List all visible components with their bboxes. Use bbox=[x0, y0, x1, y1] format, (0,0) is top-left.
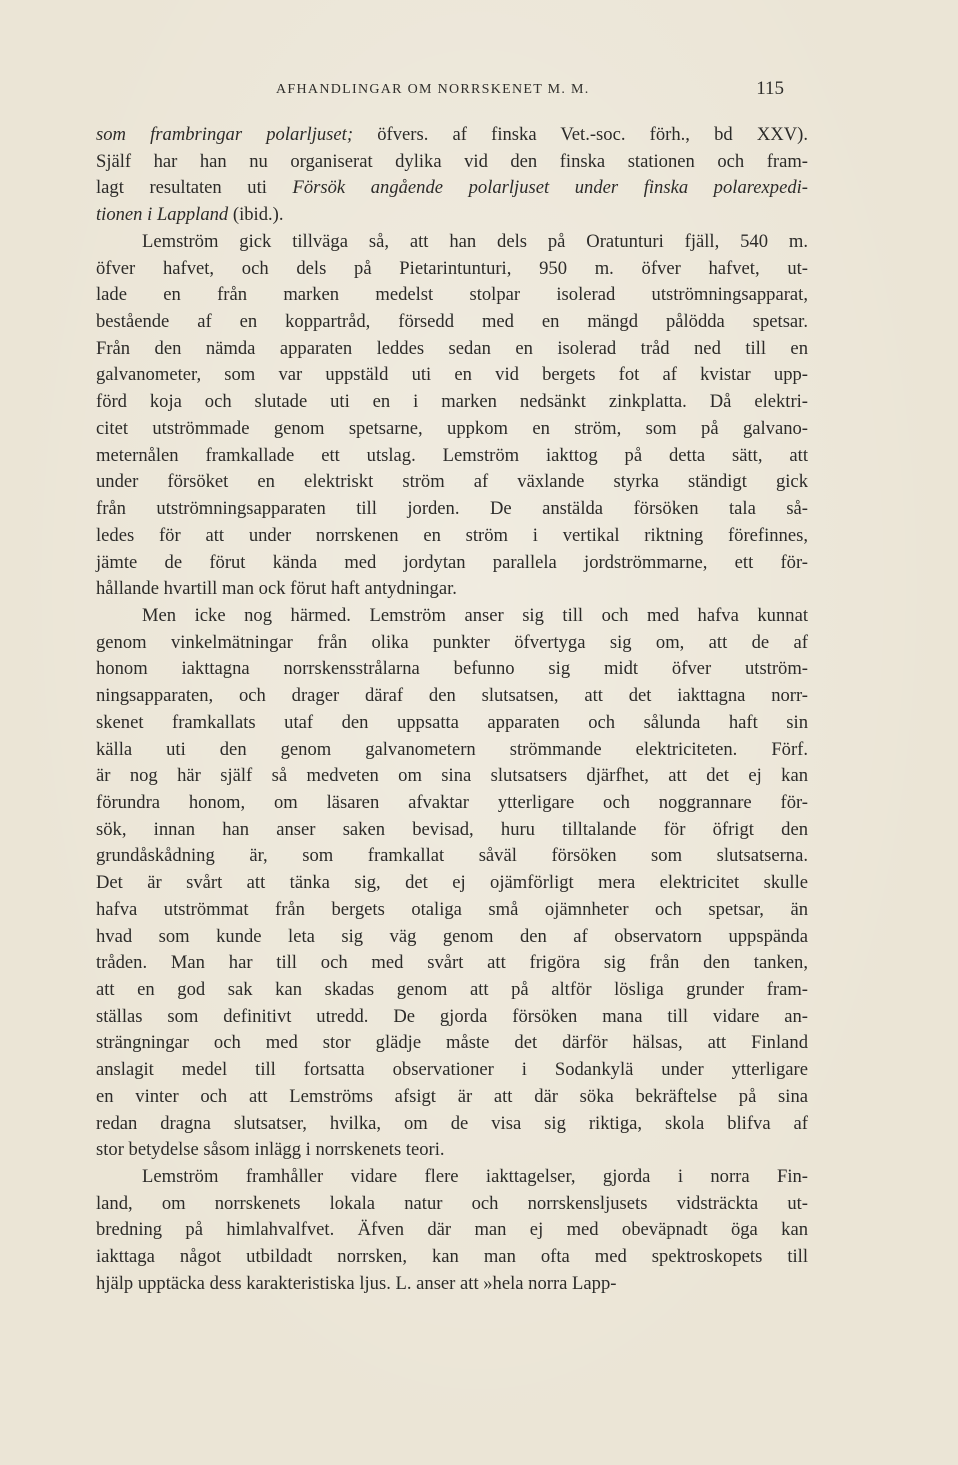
text-segment: (ibid.). bbox=[228, 204, 284, 226]
text-segment: strängningar och med stor glädje måste det därför hälsas, att Finland bbox=[96, 1032, 808, 1054]
text-line bbox=[96, 1191, 808, 1218]
text-segment: under försöket en elektriskt ström af växlande styrka ständigt gick bbox=[96, 471, 808, 493]
text-line bbox=[96, 737, 808, 764]
text-line bbox=[96, 817, 808, 844]
text-segment: Lemström framhåller vidare flere iakttagelser, gjorda i norra Fin- bbox=[142, 1166, 808, 1188]
text-segment: citet utströmmade genom spetsarne, uppkom en ström, som på galvano- bbox=[96, 417, 808, 439]
text-segment: en vinter och att Lemströms afsigt är att där söka bekräftelse på sina bbox=[96, 1085, 808, 1107]
text-line bbox=[96, 309, 808, 336]
text-segment: grundåskådning är, som framkallat såväl försöken som slutsatserna. bbox=[96, 845, 808, 867]
text-line bbox=[96, 416, 808, 443]
text-segment: sök, innan han anser saken bevisad, huru tilltalande för öfrigt den bbox=[96, 818, 808, 840]
text-line bbox=[96, 1004, 808, 1031]
text-line bbox=[96, 656, 808, 683]
text-segment: genom vinkelmätningar från olika punkter öfvertyga sig om, att de af bbox=[96, 631, 808, 653]
text-segment: lade en från marken medelst stolpar isolerad utströmningsapparat, bbox=[96, 284, 808, 306]
text-segment: bredning på himlahvalfvet. Äfven där man ej med obeväpnadt öga kan bbox=[96, 1219, 808, 1241]
text-line bbox=[96, 763, 808, 790]
text-segment: Det är svårt att tänka sig, det ej ojämförligt mera elektricitet skulle bbox=[96, 872, 808, 894]
text-segment: stor betydelse såsom inlägg i norrskenets teori. bbox=[96, 1139, 445, 1161]
text-line bbox=[96, 1137, 808, 1164]
text-segment: förundra honom, om läsaren afvaktar ytterligare och noggrannare för- bbox=[96, 791, 808, 813]
text-line bbox=[96, 1057, 808, 1084]
page-number: 115 bbox=[756, 78, 784, 99]
body-text bbox=[96, 122, 808, 1298]
text-segment: hållande hvartill man ock förut haft antydningar. bbox=[96, 578, 457, 600]
text-segment: ledes för att under norrskenen en ström i vertikal riktning förefinnes, bbox=[96, 524, 808, 546]
text-segment: hvad som kunde leta sig väg genom den af observatorn uppspända bbox=[96, 925, 808, 947]
text-segment: galvanometer, som var uppstäld uti en vid bergets fot af kvistar upp- bbox=[96, 364, 808, 386]
text-segment: Lemström gick tillväga så, att han dels på Oratunturi fjäll, 540 m. bbox=[142, 230, 808, 252]
text-line bbox=[96, 175, 808, 202]
text-segment: bestående af en koppartråd, försedd med en mängd pålödda spetsar. bbox=[96, 311, 808, 333]
text-line bbox=[96, 603, 808, 630]
text-line bbox=[96, 843, 808, 870]
text-line bbox=[96, 790, 808, 817]
text-line bbox=[96, 122, 808, 149]
text-line bbox=[96, 550, 808, 577]
text-line bbox=[96, 1164, 808, 1191]
text-line bbox=[96, 149, 808, 176]
text-line bbox=[96, 443, 808, 470]
text-segment: hafva utströmmat från bergets otaliga små ojämnheter och spetsar, än bbox=[96, 898, 808, 920]
text-segment: är nog här själf så medveten om sina slutsatsers djärfhet, att det ej kan bbox=[96, 765, 808, 787]
text-segment: honom iakttagna norrskensstrålarna befunno sig midt öfver utström- bbox=[96, 658, 808, 680]
text-line bbox=[96, 523, 808, 550]
text-line bbox=[96, 630, 808, 657]
text-segment: meternålen framkallade ett utslag. Lemström iakttog på detta sätt, att bbox=[96, 444, 808, 466]
text-segment: redan dragna slutsatser, hvilka, om de visa sig riktiga, skola blifva af bbox=[96, 1112, 808, 1134]
text-line bbox=[96, 1111, 808, 1138]
text-segment: iakttaga något utbildadt norrsken, kan man ofta med spektroskopets till bbox=[96, 1246, 808, 1268]
text-line bbox=[96, 950, 808, 977]
text-segment: anslagit medel till fortsatta observationer i Sodankylä under ytterligare bbox=[96, 1059, 808, 1081]
text-line bbox=[96, 1030, 808, 1057]
text-segment: att en god sak kan skadas genom att på altför lösliga grunder fram- bbox=[96, 979, 808, 1000]
italic-text: tionen i Lappland bbox=[96, 204, 229, 226]
text-line bbox=[96, 897, 808, 924]
text-segment: hjälp upptäcka dess karakteristiska ljus. L. anser att »hela norra Lapp- bbox=[96, 1272, 617, 1294]
page-header bbox=[276, 78, 784, 102]
text-segment: förd koja och slutade uti en i marken nedsänkt zinkplatta. Då elektri- bbox=[96, 391, 808, 413]
text-segment: från utströmningsapparaten till jorden. De anstälda försöken tala så- bbox=[96, 498, 808, 520]
text-segment: öfvers. af finska Vet.-soc. förh., bd XXV). bbox=[353, 124, 808, 145]
text-segment: ställas som definitivt utredd. De gjorda försöken mana till vidare an- bbox=[96, 1005, 808, 1027]
text-line bbox=[96, 202, 808, 229]
text-line bbox=[96, 924, 808, 951]
text-line bbox=[96, 469, 808, 496]
text-segment: jämte de förut kända med jordytan parallela jordströmmarne, ett för- bbox=[96, 551, 808, 573]
italic-text: som frambringar polarljuset; bbox=[96, 124, 354, 145]
text-line bbox=[96, 1084, 808, 1111]
text-line bbox=[96, 362, 808, 389]
text-segment: lagt resultaten uti bbox=[96, 177, 293, 199]
text-line bbox=[96, 282, 808, 309]
text-segment: källa uti den genom galvanometern strömmande elektriciteten. Förf. bbox=[96, 738, 808, 760]
text-line bbox=[96, 336, 808, 363]
text-line bbox=[96, 977, 808, 1004]
text-segment: Själf har han nu organiserat dylika vid den finska stationen och fram- bbox=[96, 150, 808, 172]
text-line bbox=[96, 229, 808, 256]
text-line bbox=[96, 870, 808, 897]
running-head: AFHANDLINGAR OM NORRSKENET M. M. bbox=[276, 82, 590, 97]
text-segment: land, om norrskenets lokala natur och norrskensljusets vidsträckta ut- bbox=[96, 1192, 808, 1214]
text-segment: tråden. Man har till och med svårt att frigöra sig från den tanken, bbox=[96, 952, 808, 974]
text-line bbox=[96, 1271, 808, 1298]
text-line bbox=[96, 256, 808, 283]
text-segment: Men icke nog härmed. Lemström anser sig till och med hafva kunnat bbox=[142, 604, 808, 626]
text-segment: Från den nämda apparaten leddes sedan en isolerad tråd ned till en bbox=[96, 337, 808, 359]
text-segment: ningsapparaten, och drager däraf den slutsatsen, att det iakttagna norr- bbox=[96, 685, 808, 707]
text-segment: skenet framkallats utaf den uppsatta apparaten och sålunda haft sin bbox=[96, 711, 808, 733]
text-line bbox=[96, 576, 808, 603]
text-line bbox=[96, 1244, 808, 1271]
text-line bbox=[96, 496, 808, 523]
text-line bbox=[96, 710, 808, 737]
italic-text: Försök angående polarljuset under finska polarexpedi- bbox=[292, 177, 808, 199]
text-line bbox=[96, 1217, 808, 1244]
text-line bbox=[96, 683, 808, 710]
text-line bbox=[96, 389, 808, 416]
text-segment: öfver hafvet, och dels på Pietarintunturi, 950 m. öfver hafvet, ut- bbox=[96, 257, 808, 279]
